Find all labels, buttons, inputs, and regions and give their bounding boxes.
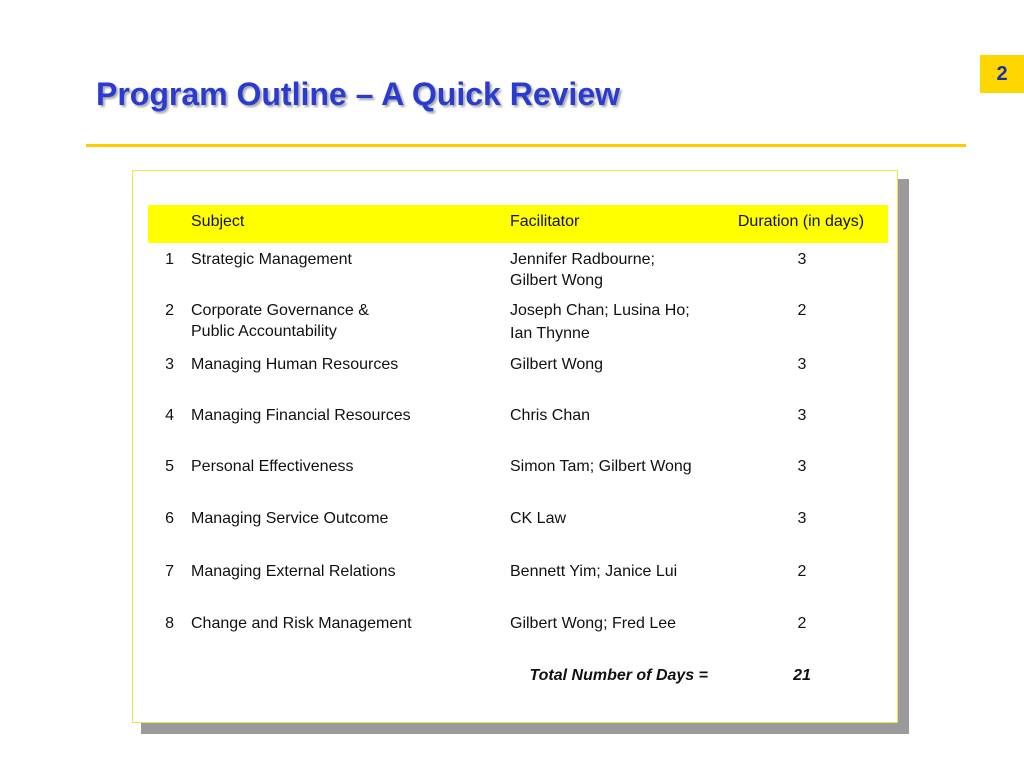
page-number-badge: 2 bbox=[980, 55, 1024, 93]
row-duration: 3 bbox=[797, 407, 807, 424]
row-number: 6 bbox=[165, 510, 174, 527]
row-number: 2 bbox=[165, 302, 174, 319]
row-subject: Managing Human Resources bbox=[191, 356, 399, 373]
row-facilitator: Chris Chan bbox=[510, 407, 591, 424]
total-days-value: 21 bbox=[793, 667, 811, 684]
row-facilitator-line2: Ian Thynne bbox=[510, 325, 590, 342]
row-subject: Managing External Relations bbox=[191, 563, 396, 580]
row-facilitator: Jennifer Radbourne; bbox=[510, 251, 655, 268]
row-subject: Managing Service Outcome bbox=[191, 510, 389, 527]
header-facilitator: Facilitator bbox=[510, 213, 580, 230]
row-facilitator: Bennett Yim; Janice Lui bbox=[510, 563, 678, 580]
row-duration: 3 bbox=[797, 251, 807, 268]
total-days-label: Total Number of Days = bbox=[529, 667, 708, 684]
row-number: 4 bbox=[165, 407, 174, 424]
row-subject-line2: Public Accountability bbox=[191, 323, 337, 340]
row-number: 5 bbox=[165, 458, 174, 475]
row-subject: Corporate Governance & bbox=[191, 302, 369, 319]
row-subject: Managing Financial Resources bbox=[191, 407, 411, 424]
row-number: 1 bbox=[165, 251, 174, 268]
row-duration: 2 bbox=[797, 302, 807, 319]
row-subject: Personal Effectiveness bbox=[191, 458, 354, 475]
row-facilitator: CK Law bbox=[510, 510, 567, 527]
row-number: 3 bbox=[165, 356, 174, 373]
title-divider bbox=[86, 144, 966, 147]
row-duration: 3 bbox=[797, 458, 807, 475]
row-facilitator: Joseph Chan; Lusina Ho; bbox=[510, 302, 690, 319]
row-facilitator: Gilbert Wong; Fred Lee bbox=[510, 615, 677, 632]
header-subject: Subject bbox=[191, 213, 245, 230]
row-duration: 3 bbox=[797, 356, 807, 373]
header-duration: Duration (in days) bbox=[737, 213, 865, 230]
row-duration: 2 bbox=[797, 615, 807, 632]
row-number: 7 bbox=[165, 563, 174, 580]
row-subject: Change and Risk Management bbox=[191, 615, 412, 632]
row-subject: Strategic Management bbox=[191, 251, 352, 268]
row-facilitator: Simon Tam; Gilbert Wong bbox=[510, 458, 692, 475]
row-duration: 2 bbox=[797, 563, 807, 580]
row-facilitator-line2: Gilbert Wong bbox=[510, 272, 604, 289]
row-duration: 3 bbox=[797, 510, 807, 527]
slide-title: Program Outline – A Quick Review bbox=[96, 76, 620, 112]
row-facilitator: Gilbert Wong bbox=[510, 356, 604, 373]
row-number: 8 bbox=[165, 615, 174, 632]
